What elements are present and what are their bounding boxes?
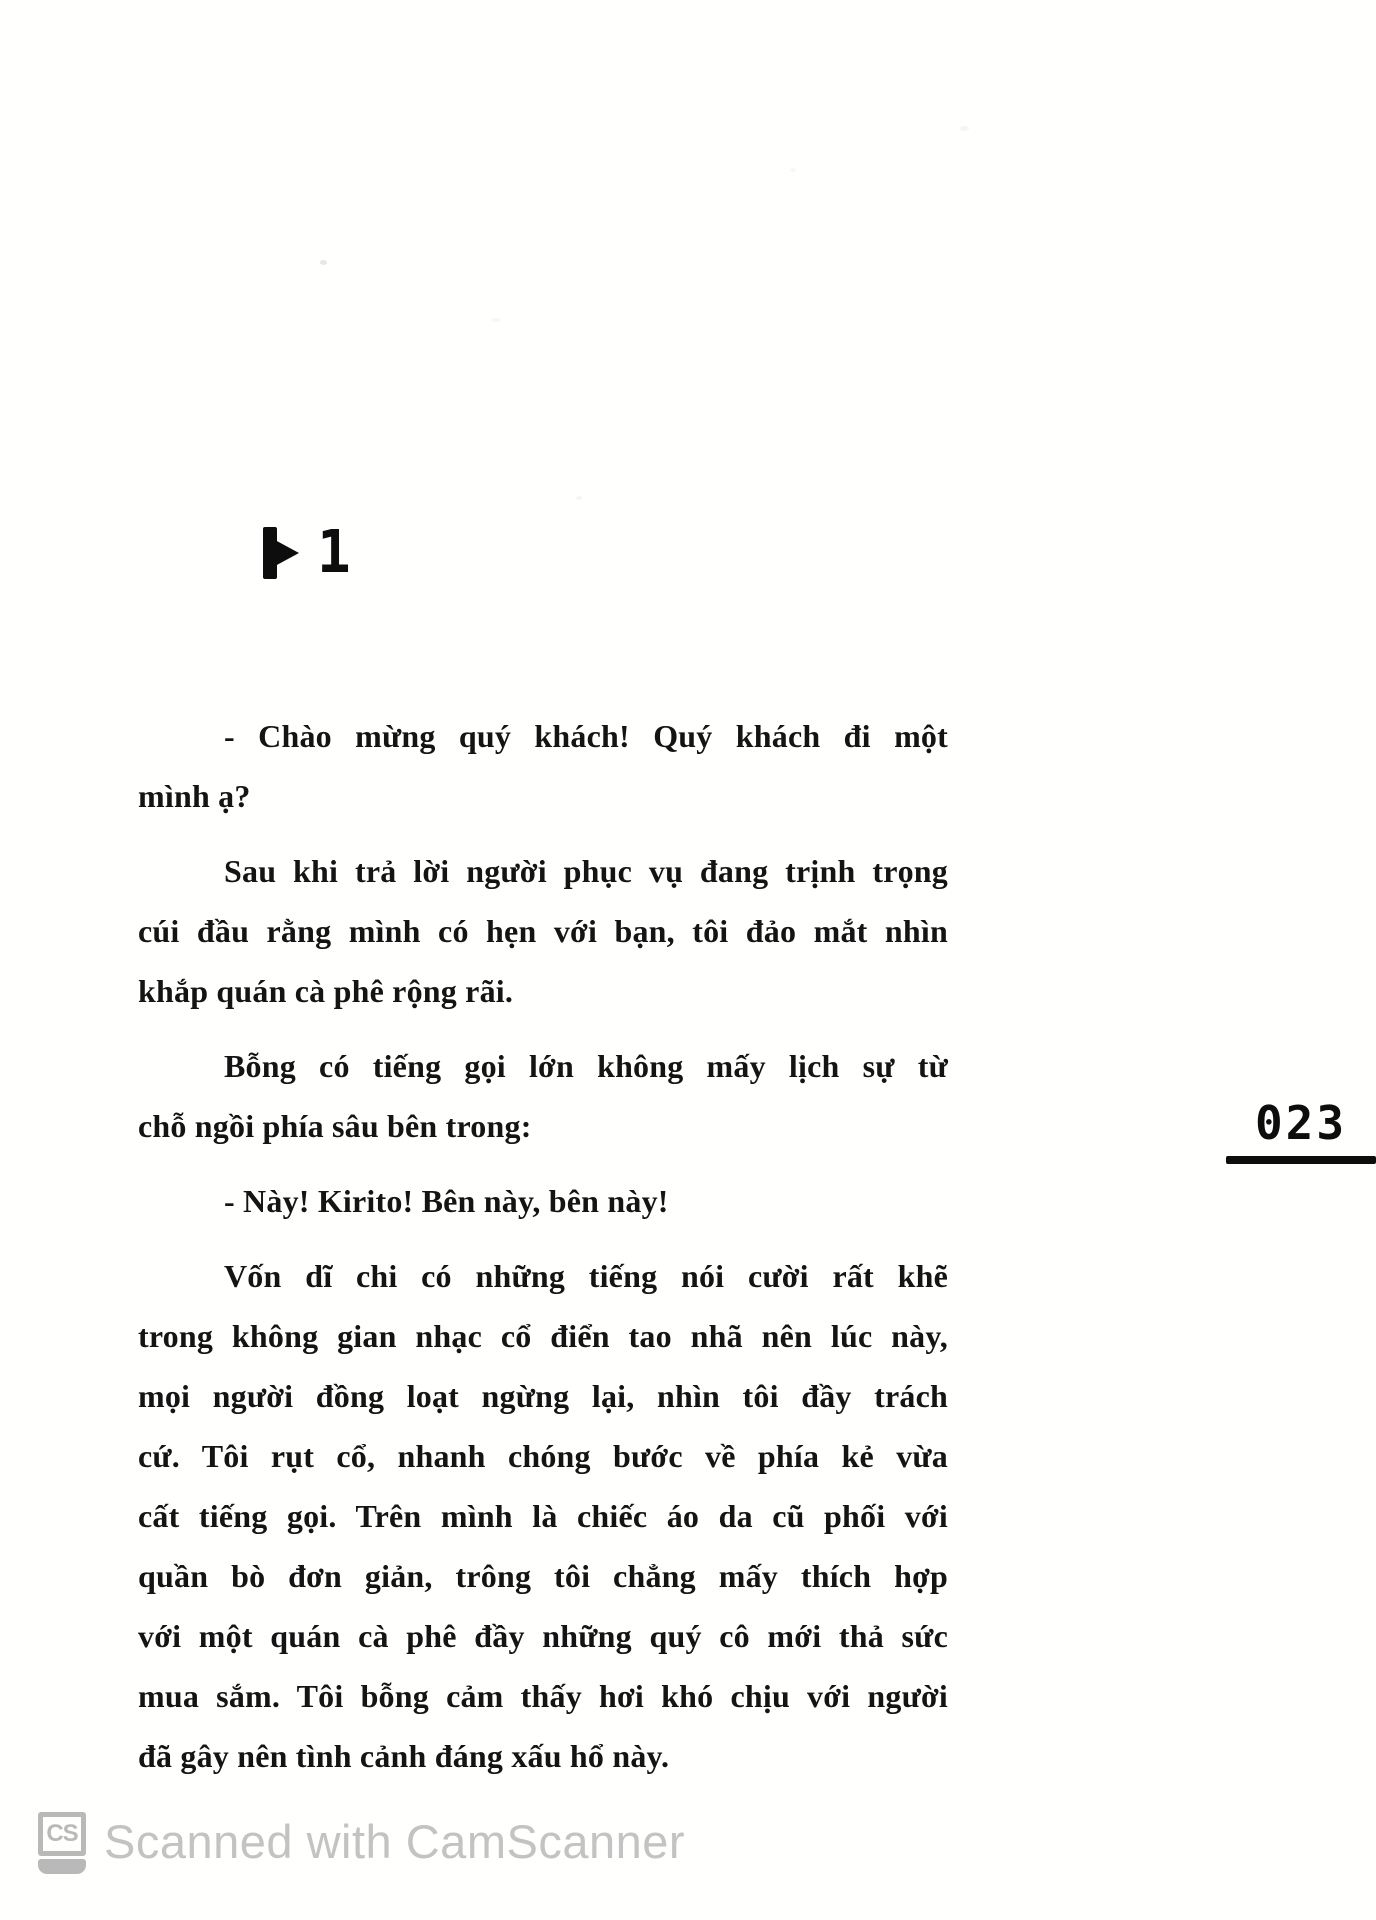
text-line: - Này! Kirito! Bên này, bên này! [224, 1183, 669, 1219]
paragraph [138, 1036, 948, 1156]
text-line: chỗ ngồi phía sâu bên trong: [138, 1108, 532, 1144]
text-line: cứ. Tôi rụt cổ, nhanh chóng bước về phía kẻ vừa [138, 1438, 948, 1474]
chapter-number: 1 [317, 518, 351, 587]
watermark-text: Scanned with CamScanner [104, 1815, 686, 1868]
scan-speck [576, 496, 582, 500]
text-line: khắp quán cà phê rộng rãi. [138, 973, 514, 1009]
play-flag-icon [263, 525, 301, 581]
scan-speck [790, 168, 796, 172]
text-line: Vốn dĩ chi có những tiếng nói cười rất khẽ [224, 1258, 948, 1294]
camscanner-badge-icon [38, 1812, 86, 1874]
camscanner-badge-label: CS [46, 1820, 78, 1847]
paragraph [138, 1246, 948, 1786]
paragraph [138, 841, 948, 1021]
text-line: cúi đầu rằng mình có hẹn với bạn, tôi đảo mắt nhìn [138, 913, 948, 949]
scan-speck [960, 126, 969, 131]
text-line: Sau khi trả lời người phục vụ đang trịnh trọng [224, 853, 948, 889]
text-line: cất tiếng gọi. Trên mình là chiếc áo da cũ phối với [138, 1498, 948, 1534]
camscanner-watermark [38, 1812, 685, 1874]
chapter-heading [263, 518, 351, 587]
text-line: quần bò đơn giản, trông tôi chẳng mấy thích hợp [138, 1558, 948, 1594]
paragraph [138, 1171, 948, 1231]
text-line: mọi người đồng loạt ngừng lại, nhìn tôi đầy trách [138, 1378, 948, 1414]
paragraph [138, 706, 948, 826]
text-line: với một quán cà phê đầy những quý cô mới thả sức [138, 1618, 948, 1654]
page-number: 023 [1254, 1096, 1348, 1150]
text-line: Bỗng có tiếng gọi lớn không mấy lịch sự từ [224, 1048, 948, 1084]
text-block [138, 706, 948, 1786]
text-line: trong không gian nhạc cổ điển tao nhã nên lúc này, [138, 1318, 948, 1354]
text-line: - Chào mừng quý khách! Quý khách đi một [224, 718, 948, 754]
scan-speck [320, 260, 327, 265]
page-number-underline [1226, 1156, 1376, 1164]
page-number-block [1226, 1098, 1376, 1164]
text-line: đã gây nên tình cảnh đáng xấu hổ này. [138, 1738, 670, 1774]
scan-speck [492, 318, 500, 322]
text-line: mình ạ? [138, 778, 251, 814]
text-line: mua sắm. Tôi bỗng cảm thấy hơi khó chịu với người [138, 1678, 948, 1714]
